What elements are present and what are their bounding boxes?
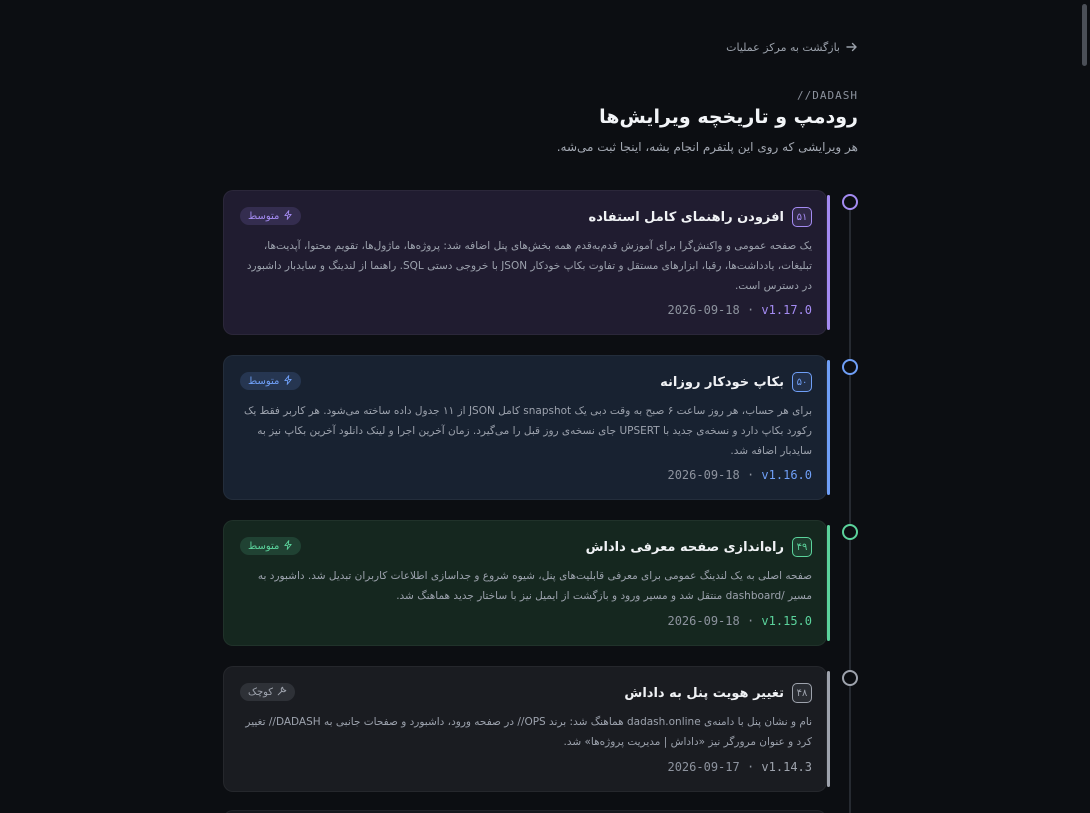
page-title: رودمپ و تاریخچه ویرایش‌ها xyxy=(599,106,858,128)
entry-accent-bar xyxy=(827,360,830,495)
entry-number-badge: ۵۰ xyxy=(792,372,812,392)
entry-title: بکاپ خودکار روزانه xyxy=(660,374,784,390)
entry-number-badge: ۵۱ xyxy=(792,207,812,227)
size-label: کوچک xyxy=(248,686,274,698)
size-label: متوسط xyxy=(248,210,280,222)
meta-separator: · xyxy=(746,760,755,774)
page-subtitle: هر ویرایشی که روی این پلتفرم انجام بشه، اینجا ثبت می‌شه. xyxy=(556,140,858,154)
bolt-icon xyxy=(283,210,293,223)
entry-title: افزودن راهنمای کامل استفاده xyxy=(588,209,784,225)
size-label: متوسط xyxy=(248,540,280,552)
size-badge xyxy=(240,207,301,225)
size-badge xyxy=(240,537,301,555)
size-badge xyxy=(240,372,301,390)
arrow-right-icon xyxy=(846,41,858,53)
entry-header xyxy=(624,683,812,703)
entry-meta xyxy=(667,760,812,774)
entry-version: v1.16.0 xyxy=(761,468,812,482)
entry-description: برای هر حساب، هر روز ساعت ۶ صبح به وقت دبی یک snapshot کامل JSON از ۱۱ جدول داده ساخته می‌شود. هر کاربر فقط یک رکورد بکاپ دارد و نسخه‌ی جدید با UPSERT جای نسخه‌ی روز قبل را می‌گیرد. زمان آخرین اجرا و لینک دانلود آخرین بکاپ نیز به سایدبار اضافه شد. xyxy=(243,405,812,457)
timeline-dot xyxy=(842,359,858,375)
entry-version: v1.14.3 xyxy=(761,760,812,774)
timeline-line xyxy=(849,202,851,813)
entry-meta xyxy=(667,303,812,317)
back-link-label: بازگشت به مرکز عملیات xyxy=(726,40,840,54)
entry-description: یک صفحه عمومی و واکنش‌گرا برای آموزش قدم‌به‌قدم همه بخش‌های پنل اضافه شد: پروژه‌ها، ماژول‌ها، تقویم محتوا، آپدیت‌ها، تبلیغات، یادداشت‌ها، رقبا، ابزارهای مستقل و تفاوت بکاپ خودکار JSON با خروجی دستی SQL. راهنما از لندینگ و سایدبار داشبورد در دسترس است. xyxy=(246,240,812,292)
bolt-icon xyxy=(283,540,293,553)
entry-accent-bar xyxy=(827,525,830,641)
changelog-entry xyxy=(223,355,827,500)
entry-date: 2026-09-18 xyxy=(667,303,740,317)
entry-number-badge: ۴۸ xyxy=(792,683,812,703)
scrollbar-thumb[interactable] xyxy=(1082,4,1087,66)
wrench-icon xyxy=(277,686,287,699)
entry-date: 2026-09-17 xyxy=(667,760,740,774)
changelog-entry xyxy=(223,190,827,335)
entry-version: v1.17.0 xyxy=(761,303,812,317)
brand-eyebrow: //DADASH xyxy=(797,89,858,102)
entry-description: نام و نشان پنل با دامنه‌ی dadash.online هماهنگ شد: برند OPS// در صفحه ورود، داشبورد و صفحات جانبی به DADASH// تغییر کرد و عنوان مرورگر نیز «داداش | مدیریت پروژه‌ها» شد. xyxy=(245,716,812,748)
timeline-dot xyxy=(842,670,858,686)
size-label: متوسط xyxy=(248,375,280,387)
entry-header xyxy=(589,207,812,227)
changelog-entry xyxy=(223,666,827,792)
entry-version: v1.15.0 xyxy=(761,614,812,628)
back-to-ops-link[interactable] xyxy=(640,38,858,56)
bolt-icon xyxy=(283,375,293,388)
meta-separator: · xyxy=(746,614,755,628)
timeline-dot xyxy=(842,194,858,210)
entry-description: صفحه اصلی به یک لندینگ عمومی برای معرفی قابلیت‌های پنل، شیوه شروع و جداسازی اطلاعات کاربران تبدیل شد. داشبورد به مسیر /dashboard منتقل شد و مسیر ورود و بازگشت از ایمیل نیز با ساختار جدید هماهنگ شد. xyxy=(257,570,812,602)
size-badge xyxy=(240,683,295,701)
entry-accent-bar xyxy=(827,195,830,330)
timeline-dot xyxy=(842,524,858,540)
entry-meta xyxy=(667,468,812,482)
entry-header xyxy=(660,372,812,392)
entry-date: 2026-09-18 xyxy=(667,614,740,628)
entry-number-badge: ۴۹ xyxy=(792,537,812,557)
entry-title: راه‌اندازی صفحه معرفی داداش xyxy=(585,539,784,555)
entry-date: 2026-09-18 xyxy=(667,468,740,482)
entry-header xyxy=(586,537,812,557)
entry-title: تغییر هویت پنل به داداش xyxy=(624,685,784,701)
entry-accent-bar xyxy=(827,671,830,787)
meta-separator: · xyxy=(746,468,755,482)
meta-separator: · xyxy=(746,303,755,317)
changelog-entry xyxy=(223,520,827,646)
entry-meta xyxy=(667,614,812,628)
